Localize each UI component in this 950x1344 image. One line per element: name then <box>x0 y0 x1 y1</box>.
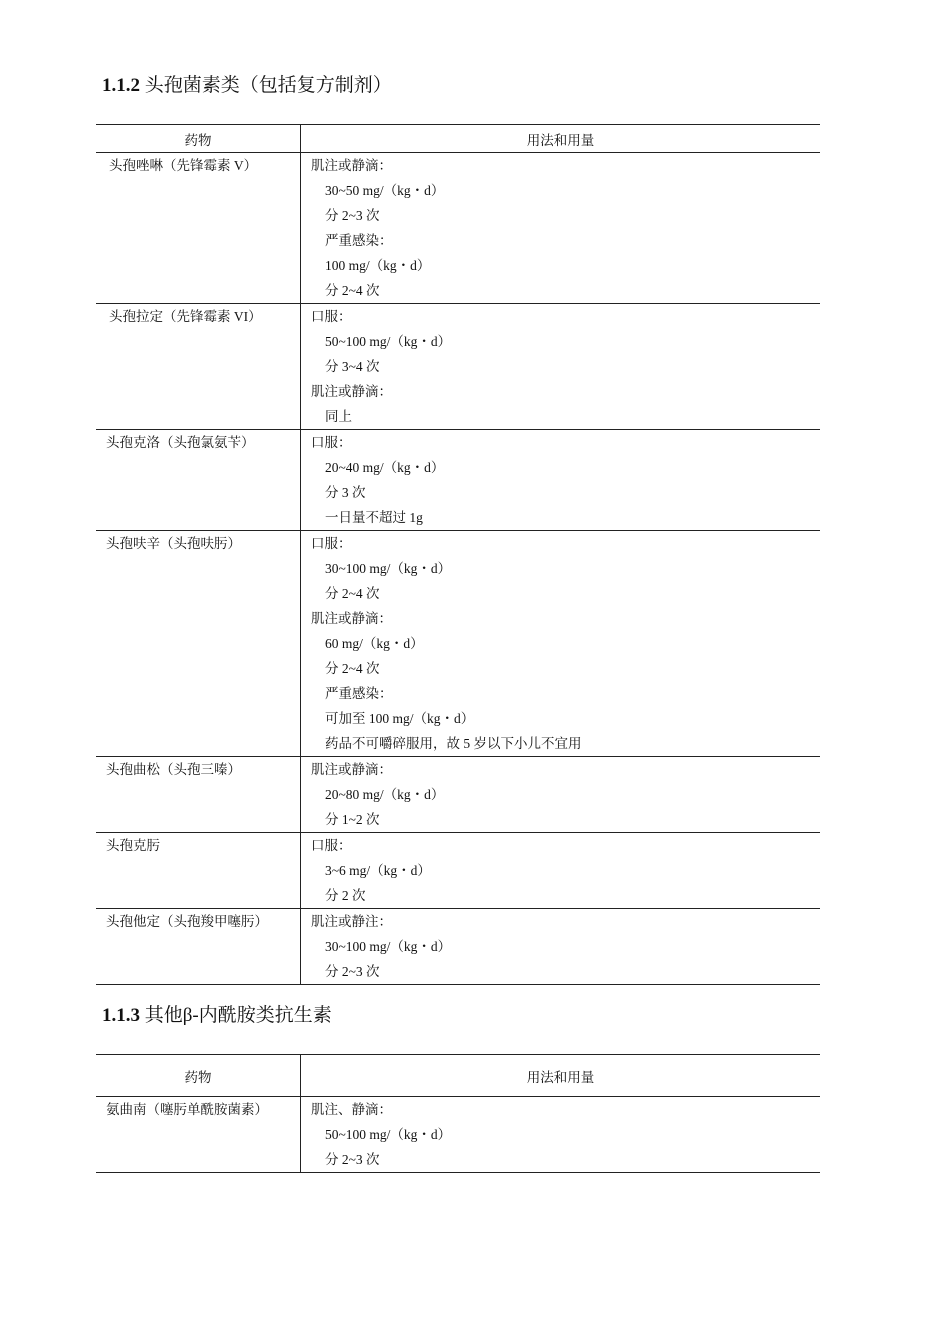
usage-cell <box>301 304 821 430</box>
drug-cell <box>96 833 301 909</box>
dosage-line: 药品不可嚼碎服用，故 5 岁以下小儿不宜用 <box>325 736 582 751</box>
section-number: 1.1.3 <box>102 1005 140 1026</box>
table-row <box>96 304 820 430</box>
dosage-line: 分 2~3 次 <box>325 1152 380 1167</box>
table-row <box>96 909 820 985</box>
dosage-line: 肌注或静滴： <box>311 158 392 173</box>
drug-name: 头孢呋辛（头孢呋肟） <box>106 536 241 551</box>
dosage-line: 肌注或静注： <box>311 914 392 929</box>
table-row <box>96 153 820 304</box>
column-header-usage: 用法和用量 <box>301 1055 821 1097</box>
drug-name: 头孢克洛（头孢氯氨苄） <box>106 435 255 450</box>
dosage-line: 分 3~4 次 <box>325 359 380 374</box>
dosage-line: 20~40 mg/（kg・d） <box>325 460 445 475</box>
dosage-line: 分 2~4 次 <box>325 283 380 298</box>
dosage-line: 分 1~2 次 <box>325 812 380 827</box>
dosage-line: 可加至 100 mg/（kg・d） <box>325 711 475 726</box>
dosage-line: 30~100 mg/（kg・d） <box>325 561 452 576</box>
table-row <box>96 430 820 531</box>
dosage-line: 口服： <box>311 309 352 324</box>
drug-name: 氨曲南（噻肟单酰胺菌素） <box>106 1102 268 1117</box>
cephalosporin-dosage-table <box>96 124 820 985</box>
dosage-line: 肌注或静滴： <box>311 384 392 399</box>
table-row <box>96 531 820 757</box>
dosage-line: 30~50 mg/（kg・d） <box>325 183 445 198</box>
dosage-line: 20~80 mg/（kg・d） <box>325 787 445 802</box>
other-beta-lactam-dosage-table <box>96 1054 820 1173</box>
dosage-line: 肌注或静滴： <box>311 611 392 626</box>
table-header-row <box>96 125 820 153</box>
dosage-line: 分 2~4 次 <box>325 661 380 676</box>
drug-name: 头孢克肟 <box>106 838 160 853</box>
drug-name: 头孢拉定（先锋霉素 VI） <box>109 309 262 324</box>
dosage-line: 60 mg/（kg・d） <box>325 636 424 651</box>
usage-cell <box>301 1097 821 1173</box>
dosage-line: 严重感染： <box>325 686 393 701</box>
usage-cell <box>301 833 821 909</box>
dosage-line: 严重感染： <box>325 233 393 248</box>
dosage-line: 分 2~3 次 <box>325 964 380 979</box>
drug-name: 头孢他定（头孢羧甲噻肟） <box>106 914 268 929</box>
dosage-line: 肌注或静滴： <box>311 762 392 777</box>
dosage-line: 30~100 mg/（kg・d） <box>325 939 452 954</box>
section-heading-text: 头孢菌素类（包括复方制剂） <box>144 75 392 96</box>
column-header-drug: 药物 <box>96 125 301 153</box>
dosage-line: 同上 <box>325 409 352 424</box>
dosage-line: 分 2~4 次 <box>325 586 380 601</box>
dosage-line: 口服： <box>311 536 352 551</box>
dosage-line: 口服： <box>311 838 352 853</box>
dosage-line: 分 2~3 次 <box>325 208 380 223</box>
dosage-line: 分 3 次 <box>325 485 366 500</box>
section-title-other-beta-lactams <box>102 1004 332 1028</box>
table-row <box>96 1097 820 1173</box>
section-number: 1.1.2 <box>102 75 140 96</box>
dosage-line: 100 mg/（kg・d） <box>325 258 431 273</box>
drug-cell <box>96 430 301 531</box>
usage-cell <box>301 909 821 985</box>
drug-cell <box>96 531 301 757</box>
dosage-line: 50~100 mg/（kg・d） <box>325 334 452 349</box>
drug-cell <box>96 1097 301 1173</box>
dosage-line: 分 2 次 <box>325 888 366 903</box>
usage-cell <box>301 430 821 531</box>
table-row <box>96 833 820 909</box>
dosage-line: 口服： <box>311 435 352 450</box>
column-header-usage: 用法和用量 <box>301 125 821 153</box>
section-title-cephalosporins <box>102 74 392 98</box>
usage-cell <box>301 757 821 833</box>
drug-cell <box>96 304 301 430</box>
dosage-line: 肌注、静滴： <box>311 1102 392 1117</box>
drug-name: 头孢唑啉（先锋霉素 V） <box>109 158 258 173</box>
table-row <box>96 757 820 833</box>
drug-name: 头孢曲松（头孢三嗪） <box>106 762 241 777</box>
dosage-line: 3~6 mg/（kg・d） <box>325 863 431 878</box>
drug-cell <box>96 153 301 304</box>
drug-cell <box>96 909 301 985</box>
usage-cell <box>301 531 821 757</box>
drug-cell <box>96 757 301 833</box>
dosage-line: 一日量不超过 1g <box>325 510 423 525</box>
dosage-line: 50~100 mg/（kg・d） <box>325 1127 452 1142</box>
usage-cell <box>301 153 821 304</box>
section-heading-text: 其他β-内酰胺类抗生素 <box>144 1005 332 1026</box>
table-header-row <box>96 1055 820 1097</box>
column-header-drug: 药物 <box>96 1055 301 1097</box>
